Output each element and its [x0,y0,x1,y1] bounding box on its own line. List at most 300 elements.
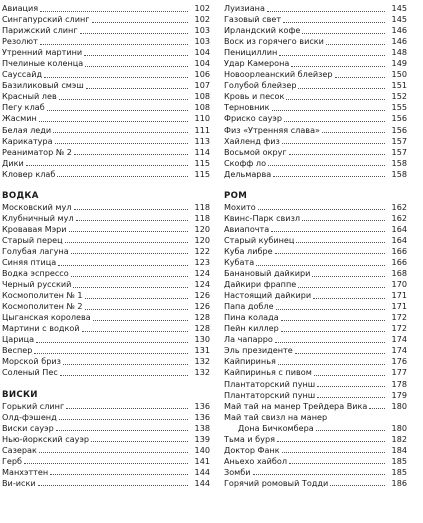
toc-entry[interactable] [222,412,407,423]
entry-page-number: 172 [391,312,407,323]
entry-title: Пегу клаб [2,102,45,113]
toc-entry[interactable] [0,301,210,312]
toc-entry[interactable] [222,456,407,467]
entry-page-number: 164 [391,234,407,245]
dot-leader [295,353,385,354]
toc-entry[interactable] [0,224,210,235]
toc-entry[interactable] [222,367,407,378]
dot-leader [284,121,385,122]
section-gap [222,180,407,190]
toc-entry[interactable] [0,3,210,14]
entry-title: Плантаторский пунш [224,389,316,400]
toc-entry[interactable] [222,47,407,58]
toc-entry[interactable] [222,379,407,390]
toc-entry[interactable] [222,3,407,14]
entry-title: Скофф ло [224,157,267,168]
entry-title: Соленый Пес [2,367,58,378]
entry-title: Парижский слинг [2,25,78,36]
entry-title: Утренний мартини [2,47,83,58]
toc-entry[interactable] [0,102,210,113]
dot-leader [57,176,188,177]
dot-leader [39,452,188,453]
toc-entry[interactable] [222,401,407,412]
entry-title: Сазерак [2,444,37,455]
dot-leader [65,242,188,243]
toc-entry[interactable] [0,213,210,224]
dot-leader [60,375,188,376]
toc-entry[interactable] [222,312,407,323]
toc-entry[interactable] [222,356,407,367]
entry-title: Космополитен № 1 [2,290,83,301]
entry-page-number: 185 [391,455,407,466]
entry-page-number: 157 [391,146,407,157]
entry-page-number: 172 [391,323,407,334]
toc-entry[interactable] [0,235,210,246]
entry-title: Эль президенте [224,345,293,356]
entry-page-number: 118 [194,212,210,223]
dot-leader [24,463,188,464]
entry-page-number: 102 [194,14,210,25]
toc-entry[interactable] [0,478,210,489]
entry-title: Папа добле [224,301,274,312]
entry-title: Веспер [2,345,33,356]
entry-title: Банановый дайкири [224,268,311,279]
dot-leader [34,353,188,354]
dot-leader [63,364,188,365]
entry-title: Синяя птица [2,256,57,267]
entry-page-number: 115 [194,168,210,179]
dot-leader [85,66,188,67]
toc-entry[interactable] [222,169,407,180]
dot-leader [271,231,385,232]
entry-title: Авиация [2,3,39,13]
toc-entry[interactable] [0,58,210,69]
toc-entry[interactable] [222,445,407,456]
entry-page-number: 156 [391,113,407,124]
entry-title: Газовый свет [224,14,282,25]
entry-page-number: 120 [194,223,210,234]
dot-leader [80,33,188,34]
entry-title: Герб [2,455,23,466]
dot-leader [69,231,188,232]
dot-leader [91,441,188,442]
toc-entry[interactable] [222,224,407,235]
dot-leader [289,463,385,464]
entry-page-number: 108 [194,102,210,113]
dot-leader [317,386,385,387]
entry-page-number: 122 [194,245,210,256]
entry-title: Клубничный мул [2,212,74,223]
toc-entry[interactable] [222,125,407,136]
entry-page-number: 126 [194,301,210,312]
entry-title: Новоорлеанский блейзер [224,69,333,80]
toc-entry[interactable] [222,80,407,91]
entry-title: Май тай на манер Трейдера Вика [224,400,368,411]
toc-entry[interactable] [222,390,407,401]
toc-entry[interactable] [222,345,407,356]
entry-title: Кловер клаб [2,168,56,179]
toc-entry[interactable] [0,36,210,47]
entry-page-number: 176 [391,356,407,367]
entry-title: Луизиана [224,3,265,13]
entry-title: Плантаторский пунш [224,378,316,389]
entry-page-number: 156 [391,124,407,135]
toc-entry[interactable] [222,246,407,257]
entry-title: Терновник [224,102,270,113]
entry-title: Реаниматор № 2 [2,146,72,157]
entry-page-number: 157 [391,135,407,146]
dot-leader [278,364,385,365]
dot-leader [56,430,188,431]
entry-page-number: 113 [194,135,210,146]
section-gap [0,180,210,190]
toc-entry[interactable] [0,423,210,434]
toc-entry[interactable] [0,136,210,147]
toc-entry[interactable] [222,257,407,268]
toc-entry[interactable] [0,279,210,290]
dot-leader [277,441,385,442]
entry-page-number: 138 [194,422,210,433]
entry-page-number: 148 [391,47,407,58]
entry-title: Май тай свизл на манер [224,411,328,422]
dot-leader [276,309,385,310]
entry-page-number: 144 [194,466,210,477]
toc-entry[interactable] [222,14,407,25]
entry-page-number: 162 [391,212,407,223]
toc-entry[interactable] [0,69,210,80]
entry-title: Хайленд физ [224,135,280,146]
section-heading: ВОДКА [2,190,39,201]
dot-leader [85,298,188,299]
toc-entry[interactable] [222,279,407,290]
toc-entry[interactable] [222,268,407,279]
entry-title: Удар Камерона [224,58,290,69]
entry-page-number: 174 [391,345,407,356]
entry-page-number: 104 [194,58,210,69]
entry-page-number: 124 [194,268,210,279]
entry-title: Ирландский кофе [224,25,301,36]
entry-title: Жасмин [2,113,37,124]
toc-entry[interactable] [222,213,407,224]
entry-page-number: 130 [194,334,210,345]
entry-page-number: 171 [391,290,407,301]
entry-title: Черный русский [2,279,72,290]
entry-page-number: 123 [194,256,210,267]
entry-title: Старый перец [2,234,63,245]
entry-title: Ви-иски [2,477,36,488]
entry-title: Морской бриз [2,356,61,367]
dot-leader [86,88,188,89]
dot-leader [275,342,385,343]
entry-title: Горький слинг [2,400,65,411]
toc-entry[interactable] [222,58,407,69]
entry-title: Кубата [224,256,255,267]
section-heading: ВИСКИ [2,389,38,400]
dot-leader [40,11,188,12]
toc-entry[interactable] [0,158,210,169]
entry-title: Карикатура [2,135,53,146]
entry-page-number: 114 [194,146,210,157]
dot-leader [74,154,188,155]
toc-entry[interactable] [0,467,210,478]
entry-page-number: 185 [391,466,407,477]
dot-leader [71,276,188,277]
entry-page-number: 171 [391,301,407,312]
entry-title: Пина колада [224,312,279,323]
entry-title: Голубой блейзер [224,80,297,91]
entry-title: Нью-йоркский сауэр [2,433,90,444]
entry-title: Зомби [224,466,251,477]
toc-entry[interactable] [0,202,210,213]
dot-leader [296,242,385,243]
dot-leader [291,66,385,67]
dot-leader [313,298,385,299]
toc-entry[interactable] [222,158,407,169]
entry-title: Воск из горячего виски [224,36,324,47]
entry-page-number: 178 [391,378,407,389]
toc-entry[interactable] [0,434,210,445]
dot-leader [53,132,188,133]
toc-entry[interactable] [0,80,210,91]
toc-entry[interactable] [0,257,210,268]
dot-leader [289,154,385,155]
entry-title: Манхэттен [2,466,49,477]
toc-entry[interactable] [222,323,407,334]
toc-entry[interactable] [0,456,210,467]
toc-entry[interactable] [222,434,407,445]
toc-entry[interactable] [0,290,210,301]
dot-leader [85,309,188,310]
toc-entry[interactable] [0,401,210,412]
toc-entry[interactable] [0,47,210,58]
toc-entry[interactable] [0,412,210,423]
entry-page-number: 107 [194,80,210,91]
entry-page-number: 111 [194,124,210,135]
dot-leader [273,176,385,177]
toc-entry[interactable] [222,113,407,124]
dot-leader [281,320,385,321]
dot-leader [283,22,385,23]
toc-entry[interactable] [222,25,407,36]
dot-leader [282,452,385,453]
entry-page-number: 145 [391,3,407,13]
dot-leader [317,397,385,398]
entry-page-number: 186 [391,477,407,488]
toc-entry[interactable] [0,113,210,124]
dot-leader [279,55,385,56]
entry-page-number: 168 [391,268,407,279]
entry-title: Мохито [224,201,256,212]
entry-title: Восьмой округ [224,146,287,157]
entry-title: Кайпиринья [224,356,276,367]
dot-leader [58,265,188,266]
dot-leader [253,474,386,475]
dot-leader [302,33,385,34]
dot-leader [330,485,385,486]
dot-leader [369,408,385,409]
dot-leader [286,99,385,100]
toc-entry[interactable] [222,136,407,147]
entry-page-number: 136 [194,411,210,422]
toc-entry[interactable] [0,334,210,345]
dot-leader [298,287,385,288]
toc-entry[interactable] [0,147,210,158]
toc-entry[interactable] [222,91,407,102]
section-heading: РОМ [224,190,248,201]
toc-entry[interactable] [0,125,210,136]
dot-leader [275,253,385,254]
toc-entry[interactable] [222,69,407,80]
entry-page-number: 110 [194,113,210,124]
dot-leader [93,320,188,321]
entry-title: Доктор Фанк [224,444,280,455]
entry-page-number: 182 [391,433,407,444]
dot-leader [59,99,188,100]
entry-page-number: 179 [391,389,407,400]
entry-page-number: 104 [194,47,210,58]
entry-title: Настоящий дайкири [224,290,312,301]
entry-title: Красный лев [2,91,57,102]
entry-title: Дона Бичкомбера [238,422,314,433]
entry-title: Ла чапарро [224,334,273,345]
toc-entry[interactable] [222,301,407,312]
entry-title: Дайкири фраппе [224,279,297,290]
toc-left-column [0,3,210,489]
toc-entry[interactable] [222,290,407,301]
dot-leader [272,110,385,111]
dot-leader [322,132,385,133]
dot-leader [47,110,188,111]
entry-title: Тьма и буря [224,433,275,444]
dot-leader [326,44,385,45]
entry-title: Квинс-Парк свизл [224,212,301,223]
toc-entry[interactable] [0,14,210,25]
entry-page-number: 146 [391,36,407,47]
entry-page-number: 166 [391,256,407,267]
entry-title: Кайпиринья с пивом [224,367,312,378]
entry-title: Белая леди [2,124,52,135]
entry-title: Цыганская королева [2,312,91,323]
dot-leader [40,44,188,45]
toc-right-column [222,3,407,489]
toc-entry[interactable] [0,367,210,378]
entry-title: Дельмарва [224,168,272,179]
dot-leader [302,220,385,221]
entry-title: Московский мул [2,201,72,212]
dot-leader [73,287,188,288]
dot-leader [59,419,188,420]
dot-leader [82,331,188,332]
toc-entry[interactable] [222,147,407,158]
toc-entry[interactable] [222,102,407,113]
dot-leader [71,253,188,254]
entry-title: Горячий ромовый Тодди [224,477,329,488]
toc-entry[interactable] [0,312,210,323]
dot-leader [314,375,385,376]
dot-leader [316,430,385,431]
entry-page-number: 140 [194,444,210,455]
toc-entry[interactable] [0,268,210,279]
entry-title: Дики [2,157,24,168]
entry-page-number: 164 [391,223,407,234]
entry-title: Старый кубинец [224,234,295,245]
dot-leader [26,165,188,166]
dot-leader [256,265,385,266]
entry-page-number: 126 [194,290,210,301]
toc-entry[interactable] [0,345,210,356]
entry-page-number: 131 [194,345,210,356]
entry-page-number: 124 [194,279,210,290]
entry-title: Космополитен № 2 [2,301,83,312]
toc-entry[interactable] [222,334,407,345]
entry-page-number: 184 [391,444,407,455]
entry-title: Пейн киллер [224,323,279,334]
dot-leader [39,121,188,122]
entry-page-number: 155 [391,102,407,113]
entry-page-number: 128 [194,323,210,334]
dot-leader [66,408,188,409]
entry-title: Кровь и песок [224,91,285,102]
toc-entry[interactable] [222,478,407,489]
entry-title: Базиликовый смэш [2,80,84,91]
entry-title: Олд-фэшенд [2,411,57,422]
toc-entry[interactable] [0,356,210,367]
toc-entry[interactable] [0,246,210,257]
dot-leader [36,342,188,343]
toc-entry[interactable] [222,202,407,213]
entry-page-number: 139 [194,433,210,444]
dot-leader [76,220,188,221]
entry-page-number: 180 [391,400,407,411]
toc-entry[interactable] [222,423,407,434]
entry-title: Пенициллин [224,47,278,58]
toc-entry[interactable] [0,91,210,102]
dot-leader [258,209,385,210]
toc-entry[interactable] [0,25,210,36]
entry-title: Голубая лагуна [2,245,69,256]
dot-leader [281,331,385,332]
entry-title: Фриско сауэр [224,113,283,124]
entry-page-number: 162 [391,201,407,212]
entry-page-number: 136 [194,400,210,411]
entry-title: Водка эспрессо [2,268,69,279]
dot-leader [335,77,385,78]
toc-entry[interactable] [222,235,407,246]
entry-page-number: 158 [391,168,407,179]
toc-entry[interactable] [222,36,407,47]
dot-leader [268,165,385,166]
entry-page-number: 174 [391,334,407,345]
entry-page-number: 152 [391,91,407,102]
toc-entry[interactable] [0,323,210,334]
dot-leader [92,22,189,23]
toc-entry[interactable] [222,467,407,478]
toc-entry[interactable] [0,445,210,456]
entry-page-number: 132 [194,367,210,378]
entry-title: Сингапурский слинг [2,14,90,25]
entry-page-number: 149 [391,58,407,69]
entry-page-number: 128 [194,312,210,323]
entry-page-number: 106 [194,69,210,80]
entry-page-number: 132 [194,356,210,367]
toc-entry[interactable] [0,169,210,180]
entry-page-number: 102 [194,3,210,13]
entry-title: Авиапочта [224,223,270,234]
entry-title: Мартини с водкой [2,323,80,334]
entry-page-number: 145 [391,14,407,25]
entry-title: Резолют [2,36,38,47]
entry-page-number: 103 [194,25,210,36]
